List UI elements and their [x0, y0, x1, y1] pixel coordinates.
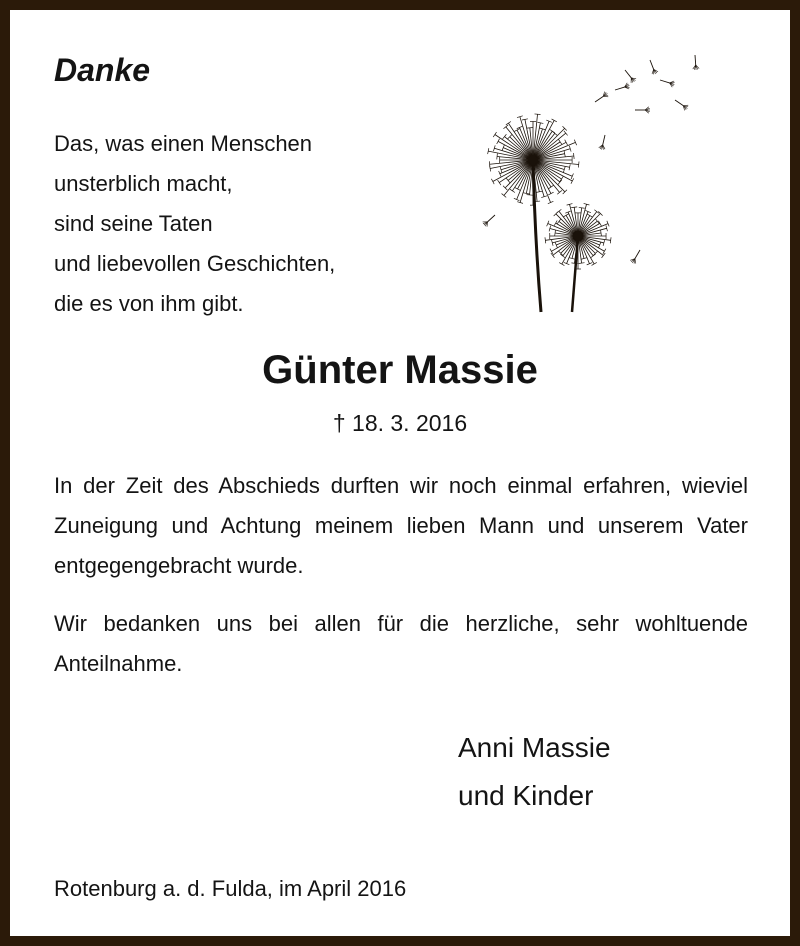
poem-line: und liebevollen Geschichten, [54, 251, 336, 276]
thanks-paragraph: Wir bedanken uns bei allen für die herzliche, sehr wohltuende Anteilnahme. [54, 611, 748, 676]
obituary-card [10, 10, 790, 936]
thanks-paragraph: In der Zeit des Abschieds durften wir noch einmal erfahren, wieviel Zuneigung und Achtung meinem lieben Mann und unserem Vater entgegengebracht wurde. [54, 473, 748, 578]
death-date: † 18. 3. 2016 [332, 410, 468, 436]
poem [54, 124, 335, 324]
heading: Danke [54, 52, 151, 88]
poem-line: unsterblich macht, [54, 171, 233, 196]
deceased-name: Günter Massie [262, 348, 538, 392]
dandelion-icon [475, 40, 705, 320]
signer-line: Anni Massie [458, 732, 611, 763]
poem-line: sind seine Taten [54, 211, 213, 236]
signers [458, 724, 611, 820]
poem-line: Das, was einen Menschen [54, 131, 313, 156]
poem-line: die es von ihm gibt. [54, 291, 244, 316]
place-date: Rotenburg a. d. Fulda, im April 2016 [54, 876, 407, 901]
signer-line: und Kinder [458, 780, 594, 811]
